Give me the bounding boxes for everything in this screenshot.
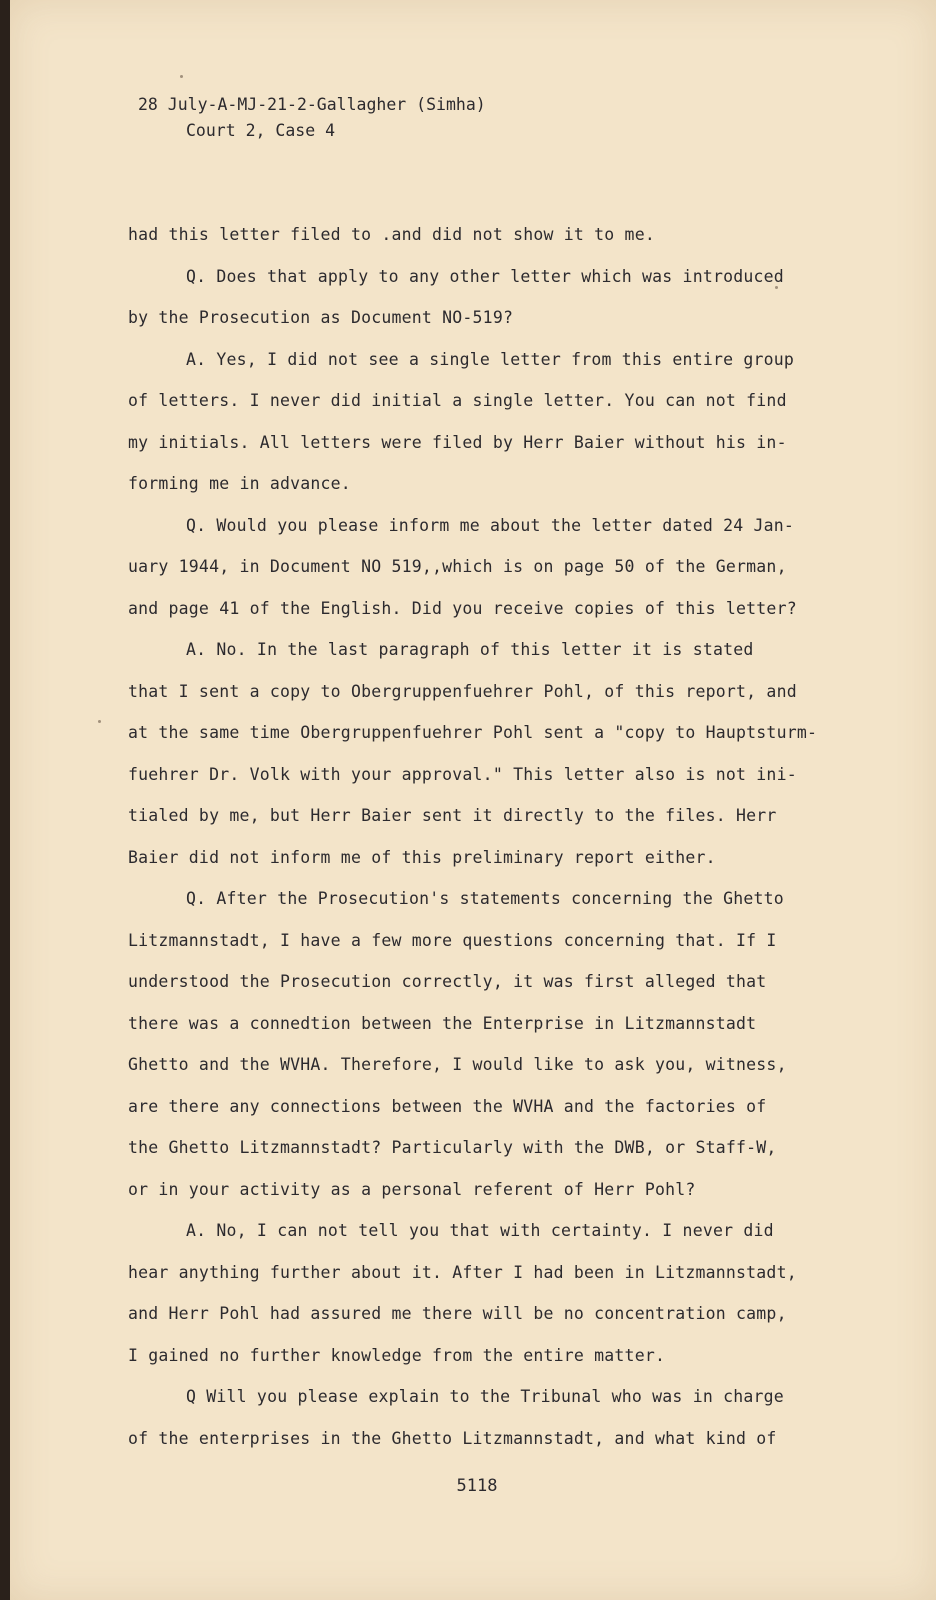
transcript-line: had this letter filed to .and did not show it to me. <box>128 225 655 244</box>
transcript-line: at the same time Obergruppenfuehrer Pohl sent a "copy to Hauptsturm- <box>128 723 818 742</box>
transcript-line: uary 1944, in Document NO 519,,which is on page 50 of the German, <box>128 557 787 576</box>
transcript-line: that I sent a copy to Obergruppenfuehrer Pohl, of this report, and <box>128 681 797 701</box>
page-number: 5118 <box>456 1476 498 1496</box>
transcript-line: or in your activity as a personal referent of Herr Pohl? <box>128 1179 696 1199</box>
transcript-line: and page 41 of the English. Did you receive copies of this letter? <box>128 598 797 618</box>
transcript-line: I gained no further knowledge from the entire matter. <box>128 1345 666 1365</box>
transcript-line: understood the Prosecution correctly, it was first alleged that <box>128 972 767 991</box>
transcript-line: Baier did not inform me of this preliminary report either. <box>128 847 716 867</box>
transcript-line: of letters. I never did initial a single letter. You can not find <box>128 391 787 410</box>
transcript-line: A. No, I can not tell you that with certainty. I never did <box>186 1221 774 1240</box>
transcript-body <box>128 214 828 1459</box>
transcript-line: there was a connedtion between the Enterprise in Litzmannstadt <box>128 1013 757 1033</box>
paper-speck <box>180 75 183 78</box>
transcript-line: of the enterprises in the Ghetto Litzmannstadt, and what kind of <box>128 1428 777 1448</box>
transcript-line: fuehrer Dr. Volk with your approval." This letter also is not ini- <box>128 764 797 784</box>
transcript-line: A. Yes, I did not see a single letter from this entire group <box>186 349 795 369</box>
transcript-line: Q. After the Prosecution's statements concerning the Ghetto <box>186 889 784 908</box>
transcript-line: forming me in advance. <box>128 474 351 493</box>
transcript-line: Litzmannstadt, I have a few more questions concerning that. If I <box>128 930 777 950</box>
transcript-header <box>138 92 486 144</box>
document-page <box>10 0 936 1600</box>
transcript-line: Q Will you please explain to the Tribunal who was in charge <box>186 1387 784 1406</box>
transcript-line: Q. Does that apply to any other letter which was introduced <box>186 266 784 286</box>
header-court-line: Court 2, Case 4 <box>186 121 336 140</box>
header-session-line: 28 July-A-MJ-21-2-Gallagher (Simha) <box>138 95 486 114</box>
transcript-line: hear anything further about it. After I had been in Litzmannstadt, <box>128 1262 797 1282</box>
transcript-line: my initials. All letters were filed by Herr Baier without his in- <box>128 432 787 452</box>
transcript-line: and Herr Pohl had assured me there will be no concentration camp, <box>128 1304 787 1323</box>
transcript-line: the Ghetto Litzmannstadt? Particularly with the DWB, or Staff-W, <box>128 1138 777 1157</box>
paper-speck <box>98 720 101 723</box>
transcript-line: Q. Would you please inform me about the letter dated 24 Jan- <box>186 515 795 535</box>
transcript-line: are there any connections between the WVHA and the factories of <box>128 1096 767 1116</box>
transcript-line: by the Prosecution as Document NO-519? <box>128 308 514 327</box>
transcript-line: Ghetto and the WVHA. Therefore, I would like to ask you, witness, <box>128 1055 787 1074</box>
transcript-line: A. No. In the last paragraph of this letter it is stated <box>186 640 754 659</box>
transcript-line: tialed by me, but Herr Baier sent it directly to the files. Herr <box>128 806 777 825</box>
